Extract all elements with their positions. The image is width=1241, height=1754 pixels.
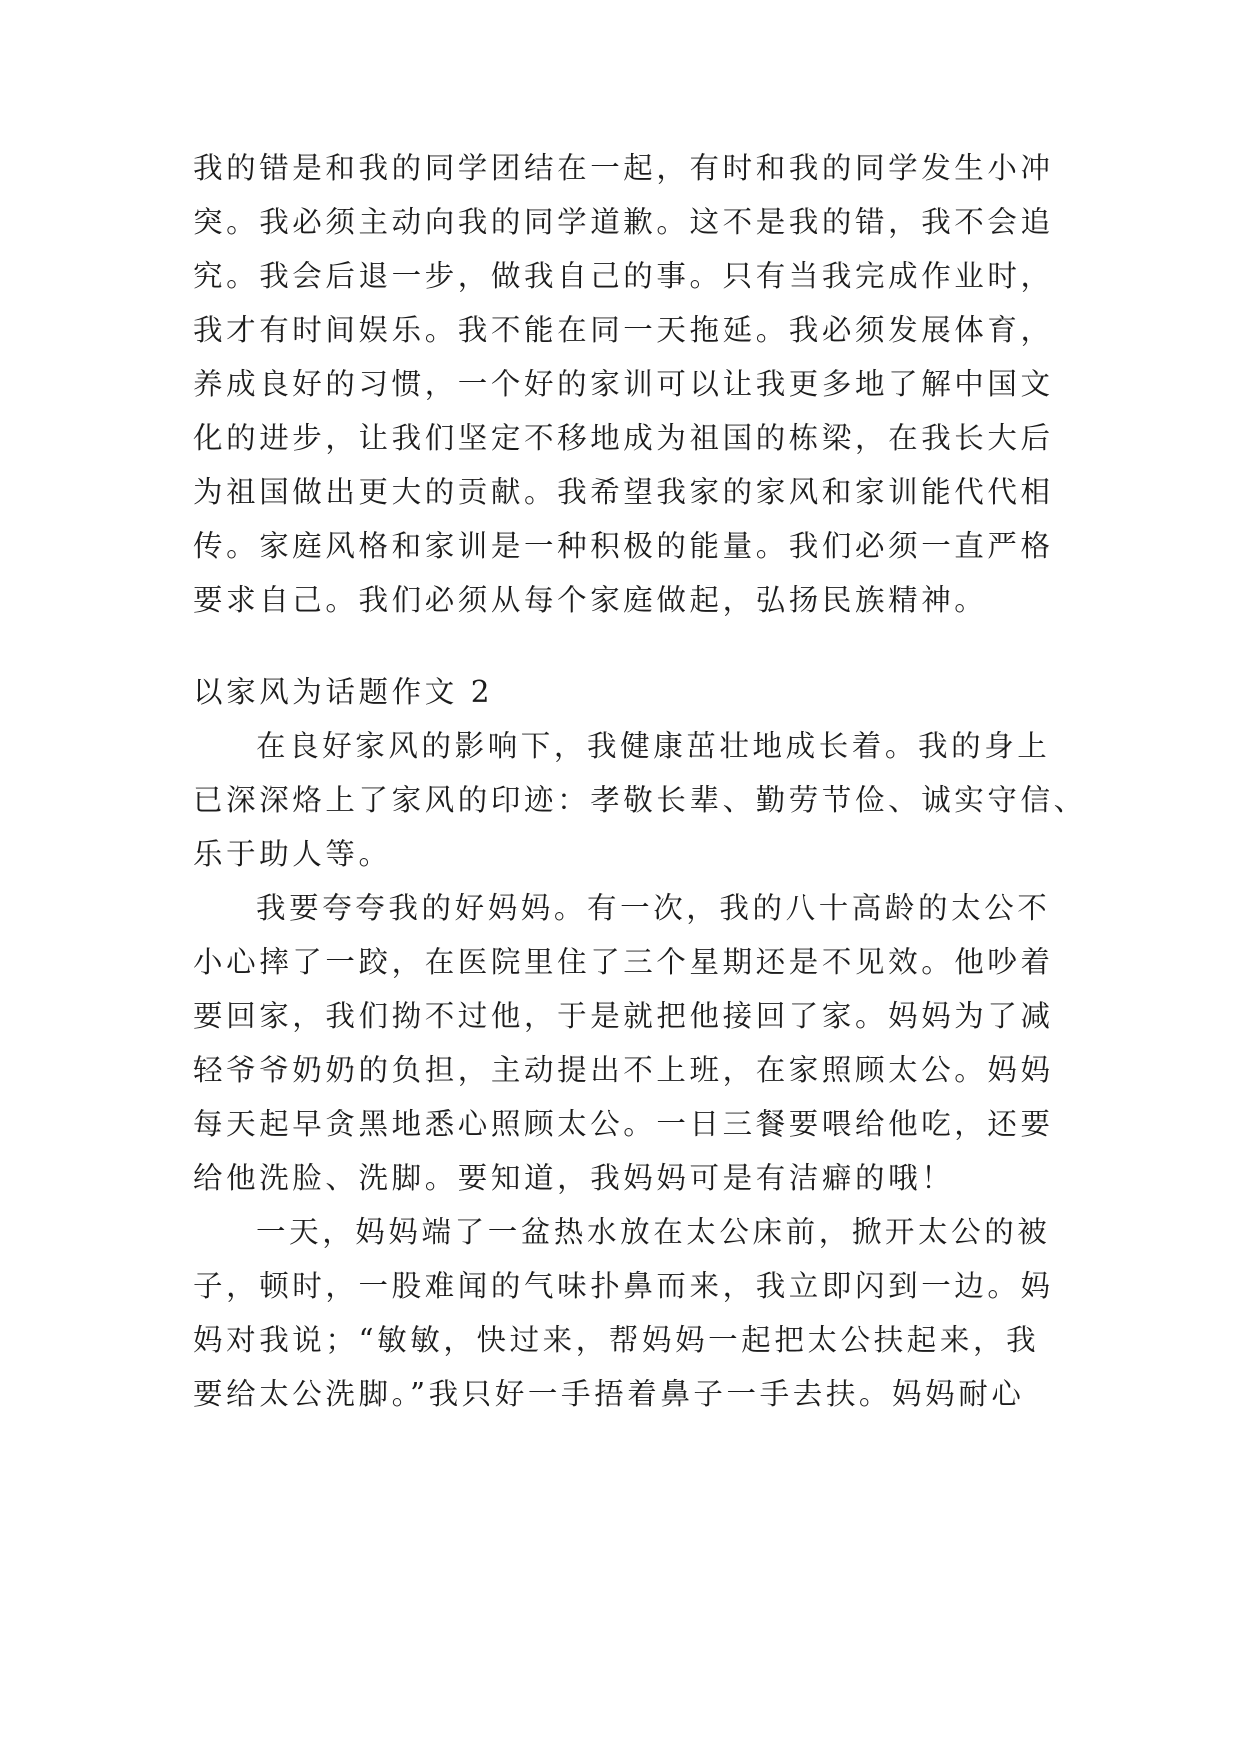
text-line: 妈对我说；“敏敏，快过来，帮妈妈一起把太公扶起来，我 [193,1323,1040,1357]
text-line: 一天，妈妈端了一盆热水放在太公床前，掀开太公的被 [256,1215,1051,1249]
text-line: 我才有时间娱乐。我不能在同一天拖延。我必须发展体育， [193,313,1054,347]
text-line: 乐于助人等。 [193,837,392,871]
text-line: 化的进步，让我们坚定不移地成为祖国的栋梁，在我长大后 [193,421,1054,455]
text-line: 已深深烙上了家风的印迹：孝敬长辈、勤劳节俭、诚实守信、 [193,783,1087,817]
text-line: 我要夸夸我的好妈妈。有一次，我的八十高龄的太公不 [256,891,1051,925]
text-line: 给他洗脸、洗脚。要知道，我妈妈可是有洁癖的哦！ [193,1161,955,1195]
text-line: 小心摔了一跤，在医院里住了三个星期还是不见效。他吵着 [193,945,1054,979]
text-line: 轻爷爷奶奶的负担，主动提出不上班，在家照顾太公。妈妈 [193,1053,1054,1087]
text-line: 子，顿时，一股难闻的气味扑鼻而来，我立即闪到一边。妈 [193,1269,1054,1303]
text-line: 为祖国做出更大的贡献。我希望我家的家风和家训能代代相 [193,475,1054,509]
text-line: 我的错是和我的同学团结在一起，有时和我的同学发生小冲 [193,151,1054,185]
text-line: 每天起早贪黑地悉心照顾太公。一日三餐要喂给他吃，还要 [193,1107,1054,1141]
text-line: 养成良好的习惯，一个好的家训可以让我更多地了解中国文 [193,367,1054,401]
section-title: 以家风为话题作文 2 [193,675,494,709]
text-line: 突。我必须主动向我的同学道歉。这不是我的错，我不会追 [193,205,1054,239]
text-line: 要回家，我们拗不过他，于是就把他接回了家。妈妈为了减 [193,999,1054,1033]
text-line: 在良好家风的影响下，我健康茁壮地成长着。我的身上 [256,729,1051,763]
text-line: 要求自己。我们必须从每个家庭做起，弘扬民族精神。 [193,583,988,617]
text-line: 究。我会后退一步，做我自己的事。只有当我完成作业时， [193,259,1054,293]
text-line: 要给太公洗脚。”我只好一手捂着鼻子一手去扶。妈妈耐心 [193,1377,1025,1411]
text-line: 传。家庭风格和家训是一种积极的能量。我们必须一直严格 [193,529,1054,563]
